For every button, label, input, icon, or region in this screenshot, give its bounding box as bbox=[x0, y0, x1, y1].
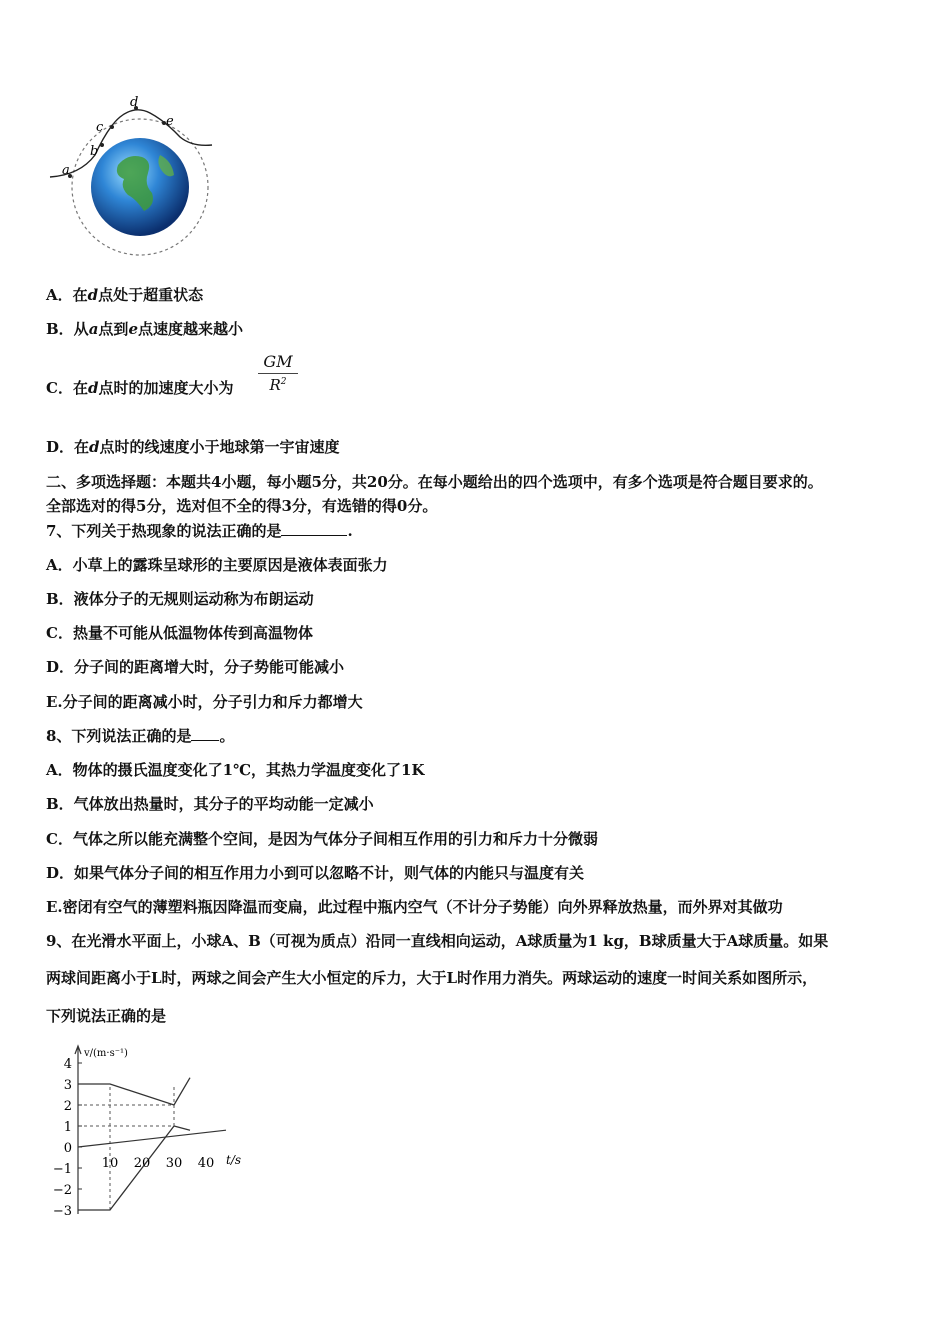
q9-line3: 下列说法正确的是 bbox=[46, 1007, 167, 1025]
q8-option-d: D．如果气体分子间的相互作用力小到可以忽略不计，则气体的内能只与温度有关 bbox=[46, 864, 585, 882]
velocity-time-chart bbox=[40, 1040, 260, 1225]
x-axis-label: t/s bbox=[226, 1153, 242, 1167]
q6-option-a: A．在d点处于超重状态 bbox=[46, 286, 204, 304]
q7-stem: 7、下列关于热现象的说法正确的是 . bbox=[46, 522, 353, 540]
q7-option-d: D．分子间的距离增大时，分子势能可能减小 bbox=[46, 658, 345, 676]
q9-line2: 两球间距离小于L时，两球之间会产生大小恒定的斥力，大于L时作用力消失。两球运动的速度一时间关系如图所示， bbox=[46, 969, 818, 987]
q8-option-e: E.密闭有空气的薄塑料瓶因降温而变扁，此过程中瓶内空气（不计分子势能）向外界释放热量，而外界对其做功 bbox=[46, 898, 783, 916]
y-tick-label: 0 bbox=[63, 1141, 72, 1156]
q7-option-a: A．小草上的露珠呈球形的主要原因是液体表面张力 bbox=[46, 556, 388, 574]
x-tick-label: 30 bbox=[165, 1156, 183, 1171]
label-e: e bbox=[166, 114, 174, 129]
q6-option-c: C．在d点时的加速度大小为 bbox=[46, 379, 234, 397]
y-tick-label: −1 bbox=[52, 1162, 72, 1177]
label-c: c bbox=[96, 120, 104, 135]
answer-blank bbox=[281, 521, 347, 536]
q6-option-b: B．从a点到e点速度越来越小 bbox=[46, 320, 243, 338]
series-line-2 bbox=[78, 1126, 174, 1210]
q7-option-c: C．热量不可能从低温物体传到高温物体 bbox=[46, 624, 313, 642]
q8-stem: 8、下列说法正确的是 。 bbox=[46, 727, 235, 745]
y-tick-label: 1 bbox=[63, 1120, 72, 1135]
y-tick-label: 2 bbox=[63, 1099, 72, 1114]
point-b-dot bbox=[100, 143, 104, 147]
series-line-1 bbox=[174, 1126, 190, 1130]
x-tick-label: 20 bbox=[133, 1156, 151, 1171]
x-tick-label: 40 bbox=[197, 1156, 215, 1171]
label-d: d bbox=[130, 95, 139, 110]
y-tick-label: −3 bbox=[52, 1204, 72, 1219]
answer-blank bbox=[191, 726, 219, 741]
q6-option-d: D．在d点时的线速度小于地球第一宇宙速度 bbox=[46, 438, 340, 456]
q8-option-a: A．物体的摄氏温度变化了1℃，其热力学温度变化了1K bbox=[46, 761, 425, 779]
label-a: a bbox=[62, 163, 70, 178]
q7-option-b: B．液体分子的无规则运动称为布朗运动 bbox=[46, 590, 314, 608]
x-axis bbox=[78, 1130, 226, 1147]
point-c-dot bbox=[110, 125, 114, 129]
y-tick-label: 3 bbox=[63, 1078, 72, 1093]
section2-line1: 二、多项选择题：本题共4小题，每小题5分，共20分。在每小题给出的四个选项中，有多个选项是符合题目要求的。 bbox=[46, 473, 823, 491]
section2-line2: 全部选对的得5分，选对但不全的得3分，有选错的得0分。 bbox=[46, 497, 438, 515]
x-tick-label: 10 bbox=[101, 1156, 119, 1171]
q9-line1: 9、在光滑水平面上，小球A、B（可视为质点）沿同一直线相向运动，A球质量为1 kg，B球质量大于A球质量。如果 bbox=[46, 932, 829, 950]
y-tick-label: 4 bbox=[63, 1057, 72, 1072]
label-b: b bbox=[90, 144, 99, 159]
q8-option-b: B．气体放出热量时，其分子的平均动能一定减小 bbox=[46, 795, 374, 813]
y-tick-label: −2 bbox=[52, 1183, 72, 1198]
formula-gm-over-r2: $\frac{GM}{R^2}$ bbox=[258, 352, 298, 394]
y-axis-label: v/(m·s⁻¹) bbox=[84, 1048, 128, 1059]
series-line-0 bbox=[78, 1078, 190, 1105]
q8-option-c: C．气体之所以能充满整个空间，是因为气体分子间相互作用的引力和斥力十分微弱 bbox=[46, 830, 598, 848]
orbit-figure bbox=[40, 95, 220, 265]
q7-option-e: E.分子间的距离减小时，分子引力和斥力都增大 bbox=[46, 693, 363, 711]
